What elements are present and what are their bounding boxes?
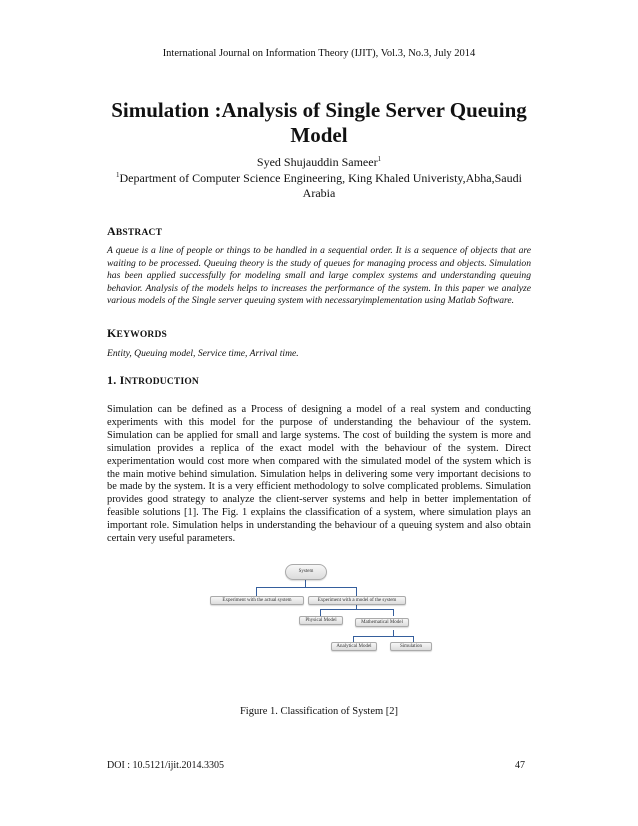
footer-page-number: 47	[515, 760, 525, 771]
author-line	[0, 155, 638, 170]
connector-line	[393, 630, 394, 637]
affiliation-marker: 1	[116, 171, 120, 179]
abstract-text: A queue is a line of people or things to be handled in a sequential order. It is a sequence of objects that are waiting to be processed. Queuing theory is the study of queues for managing process and objects. Simulation has been applied successfully for modeling small and large complex systems and understanding queuing behavior. Analysis of the models helps to increases the performance of the system. In this paper we analyze various models of the Single server queuing system with necessaryimplementation using Matlab Software.	[107, 245, 531, 306]
affiliation-text: Department of Computer Science Engineering, King Khaled Univeristy,Abha,Saudi Arabia	[119, 171, 522, 200]
keywords-heading: KEYWORDS	[107, 326, 168, 340]
connector-line	[305, 580, 306, 588]
connector-line	[320, 609, 321, 616]
journal-header: International Journal on Information Theory (IJIT), Vol.3, No.3, July 2014	[162, 48, 476, 59]
abstract-heading: ABSTRACT	[107, 224, 163, 238]
author-affiliation	[100, 171, 538, 201]
connector-line	[256, 587, 356, 588]
node-simulation: Simulation	[390, 642, 432, 651]
connector-line	[393, 609, 394, 616]
keywords-text: Entity, Queuing model, Service time, Arrival time.	[107, 348, 299, 359]
node-system: System	[285, 564, 327, 580]
node-analytical-model: Analytical Model	[331, 642, 377, 651]
footer-doi: DOI : 10.5121/ijit.2014.3305	[107, 760, 224, 771]
introduction-text: Simulation can be defined as a Process of designing a model of a real system and conducting experiments with this model for the purpose of understanding the behaviour of the system. Simulation can be applied for small and large systems. The cost of building the system is more and simulation provides a replica of the exact model with the behaviour of the system. Direct experimentation would cost more when compared with the simulated model of the system which is the main motive behind simulation. Simulation helps in delivering some very important decisions to be made by the system. It is a very efficient methodology to solve complicated problems. Simulation provides good strategy to analyze the client-server systems and help in better implementation of feasible solutions [1]. The Fig. 1 explains the classification of a system, where simulation plays an important role. Simulation helps in understanding the behaviour of a queuing system and also obtain certain very useful parameters.	[107, 404, 531, 545]
author-name: Syed Shujauddin Sameer	[256, 155, 378, 169]
node-mathematical-model: Mathematical Model	[355, 618, 409, 627]
connector-line	[356, 587, 357, 596]
node-actual-system: Experiment with the actual system	[210, 596, 304, 605]
introduction-heading: 1. INTRODUCTION	[107, 373, 199, 387]
node-model-system: Experiment with a model of the system	[308, 596, 406, 605]
connector-line	[256, 587, 257, 596]
paper-title: Simulation :Analysis of Single Server Queuing Model	[111, 98, 527, 147]
figure-caption: Figure 1. Classification of System [2]	[239, 706, 399, 717]
classification-diagram	[207, 556, 433, 656]
author-marker: 1	[377, 155, 382, 163]
connector-line	[353, 636, 413, 637]
node-physical-model: Physical Model	[299, 616, 343, 625]
